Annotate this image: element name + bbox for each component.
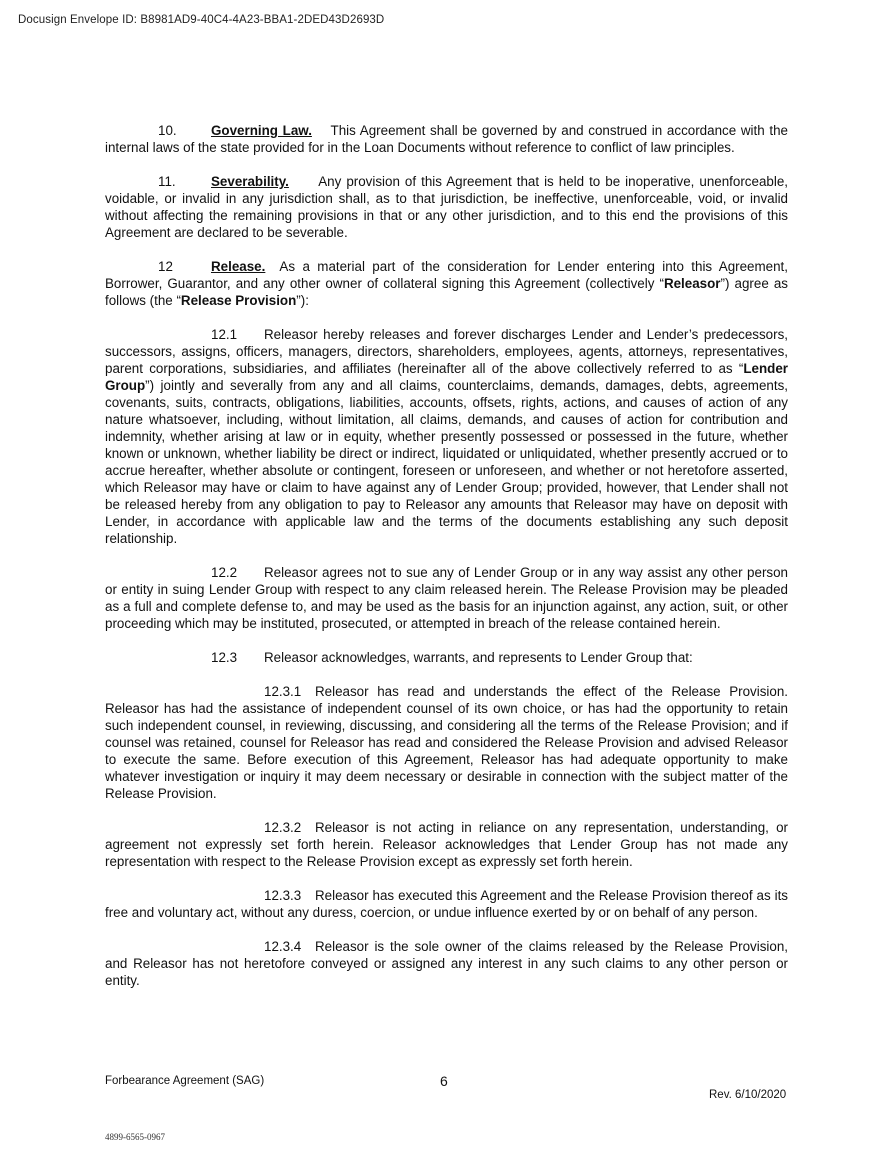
section-12 [105,258,788,309]
section-text: Releasor acknowledges, warrants, and represents to Lender Group that: [264,650,693,665]
section-text: Releasor has read and understands the effect of the Release Provision. Releasor has had the assistance of independent counsel of its own choice, or has had the opportunity to retain such independent counsel, in reviewing, discussing, and considering all the terms of the Release Provision; and if counsel was retained, counsel for Releasor has read and considered the Release Provision and advised Releasor to execute the same. Before execution of this Agreement, Releasor has had adequate opportunity to make whatever investigation or inquiry it may deem necessary or desirable in connection with the subject matter of the Release Provision. [105,684,788,801]
footer-title: Forbearance Agreement (SAG) [105,1075,265,1087]
section-text: As a material part of the consideration for Lender entering into this Agreement, Borrower, Guarantor, and any other owner of collateral signing this Agreement (collectively “ [105,259,788,291]
section-number: 12.3 [211,650,238,665]
section-text: Any provision of this Agreement that is held to be inoperative, unenforceable, voidable, or invalid in any jurisdiction shall, as to that jurisdiction, be ineffective, unenforceable, void, or invalid without affecting the remaining provisions in that or any other jurisdiction, and to this end the provisions of this Agreement are declared to be severable. [105,174,788,240]
page-number: 6 [440,1073,448,1089]
document-body [105,122,788,1006]
section-heading: Severability. [211,174,289,189]
section-10 [105,122,788,156]
section-heading: Governing Law. [211,123,312,138]
section-number: 12.2 [211,565,238,580]
section-text: ”) jointly and severally from any and all claims, counterclaims, demands, damages, debts, agreements, covenants, suits, contracts, obligations, liabilities, accounts, offsets, rights, actions, and causes of action of any nature whatsoever, including, without limitation, all claims, demands, and causes of action for contribution and indemnity, whether arising at law or in equity, whether presently possessed or possessed in the future, whether known or unknown, whether liability be direct or indirect, liquidated or unliquidated, whether presently accrued or to accrue hereafter, whether absolute or contingent, foreseen or unforeseen, and whether or not heretofore asserted, which Releasor may have or claim to have against any of Lender Group; provided, however, that Lender shall not be released hereby from any obligation to pay to Releasor any amounts that Releasor may have on deposit with Lender, in accordance with applicable law and the terms of the documents establishing any such deposit relationship. [105,378,788,546]
section-text: ”): [296,293,309,308]
envelope-id: Docusign Envelope ID: B8981AD9-40C4-4A23-BBA1-2DED43D2693D [18,14,385,26]
section-12-3-3 [105,887,788,921]
section-text: Releasor hereby releases and forever discharges Lender and Lender’s predecessors, successors, assigns, officers, managers, directors, shareholders, employees, agents, attorneys, representatives, parent corporations, subsidiaries, and affiliates (hereinafter all of the above collectively referred to as “ [105,327,788,376]
section-12-2 [105,564,788,632]
section-number: 11. [158,174,176,189]
defined-term-release-provision: Release Provision [180,293,297,308]
section-text: ”) agree as follows (the “ [105,276,788,308]
section-number: 10. [158,123,177,138]
section-text: Releasor has executed this Agreement and the Release Provision thereof as its free and voluntary act, without any duress, coercion, or undue influence exerted by or on behalf of any person. [105,888,788,920]
section-11 [105,173,788,241]
section-12-3-4 [105,938,788,989]
section-12-1 [105,326,788,547]
section-number: 12.3.4 [264,939,302,954]
section-12-3-2 [105,819,788,870]
section-text: Releasor agrees not to sue any of Lender Group or in any way assist any other person or entity in suing Lender Group with respect to any claim released herein. The Release Provision may be pleaded as a full and complete defense to, and may be used as the basis for an injunction against, any action, suit, or other proceeding which may be instituted, prosecuted, or attempted in breach of the release contained herein. [105,565,788,631]
section-number: 12.3.1 [264,684,302,699]
section-number: 12.1 [211,327,238,342]
section-number: 12 [158,259,173,274]
section-number: 12.3.3 [264,888,302,903]
section-12-3 [105,649,788,666]
section-number: 12.3.2 [264,820,302,835]
defined-term-releasor: Releasor [663,276,721,291]
footer-revision: Rev. 6/10/2020 [709,1089,787,1101]
defined-term-lender-group: Lender Group [105,361,788,393]
section-text: Releasor is the sole owner of the claims released by the Release Provision, and Releasor has not heretofore conveyed or assigned any interest in any such claims to any other person or entity. [105,939,788,988]
section-text: This Agreement shall be governed by and construed in accordance with the internal laws of the state provided for in the Loan Documents without reference to conflict of law principles. [105,123,789,155]
section-12-3-1 [105,683,788,802]
section-text: Releasor is not acting in reliance on any representation, understanding, or agreement not expressly set forth herein. Releasor acknowledges that Lender Group has not made any representation with respect to the Release Provision except as expressly set forth herein. [105,820,788,869]
document-number: 4899-6565-0967 [105,1132,165,1142]
section-heading: Release. [211,259,266,274]
